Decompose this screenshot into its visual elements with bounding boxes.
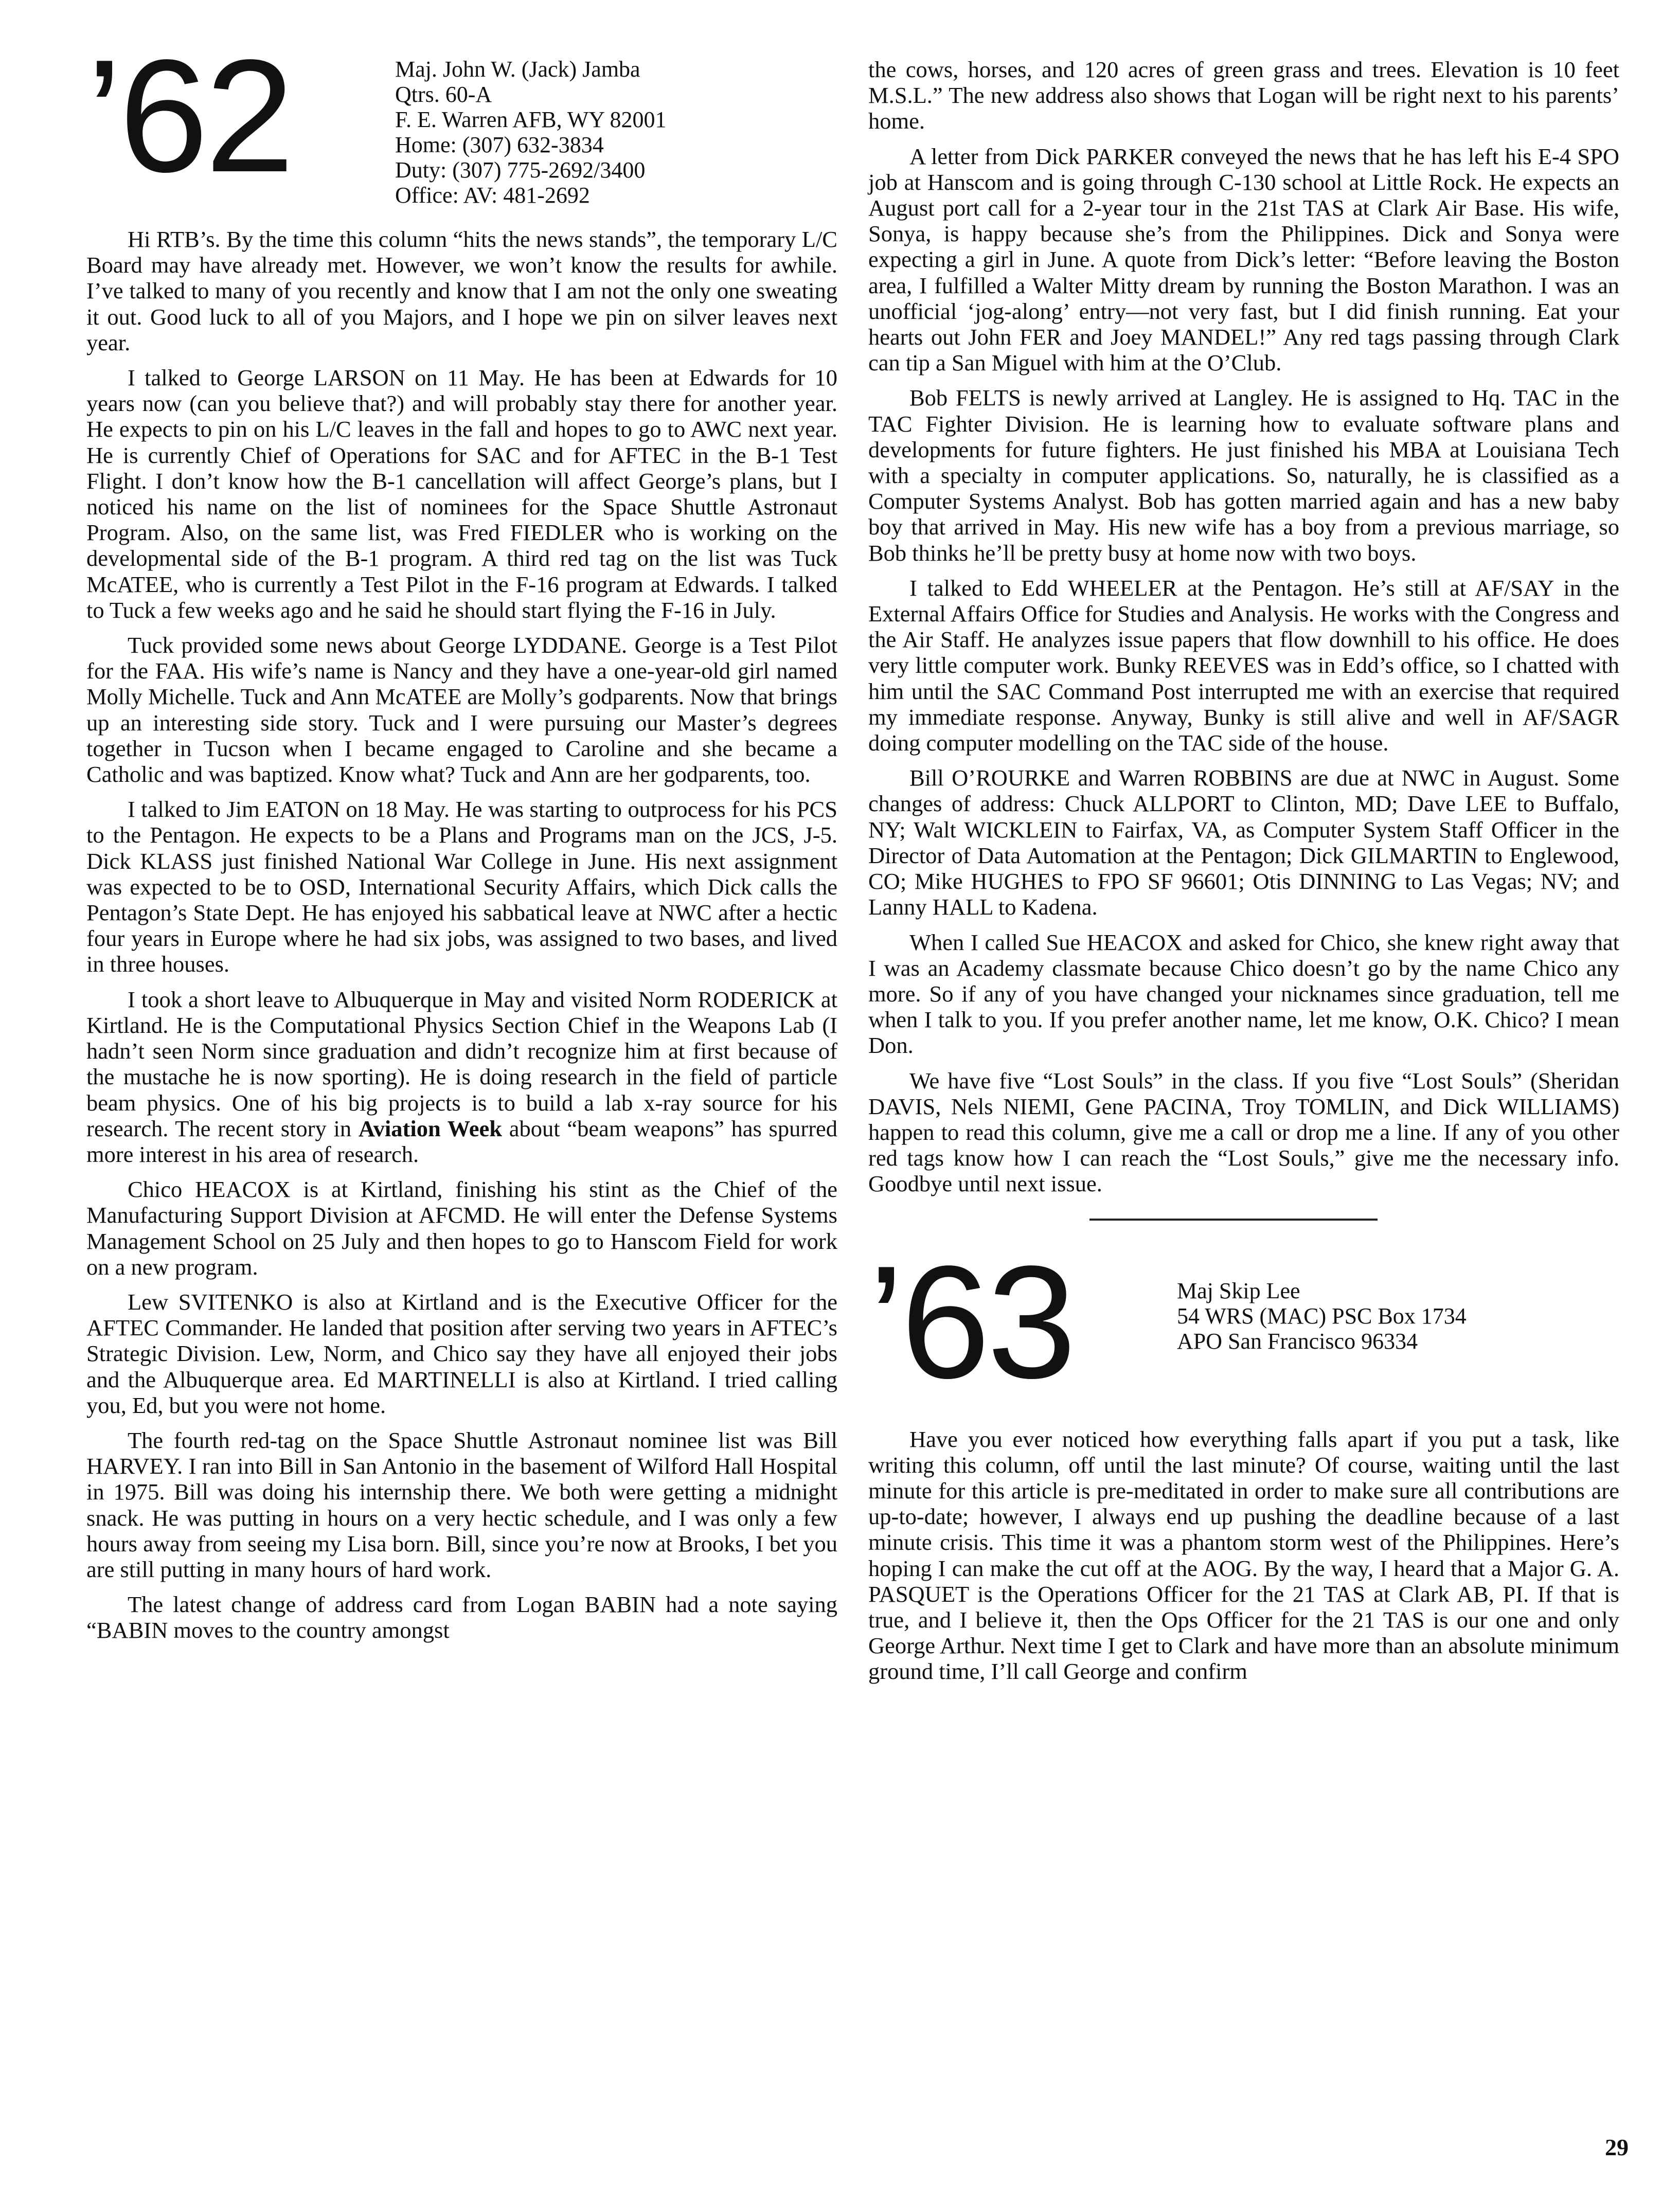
address-line: Duty: (307) 775-2692/3400 [395, 157, 646, 183]
address-line: Qtrs. 60-A [395, 82, 492, 107]
paragraph-text: I took a short leave to Albuquerque in May and visited Norm RODERICK at Kirtland. He is the Computational Physics Section Chief in the Weapons Lab (I hadn’t seen Norm since graduation and didn’t recognize him at first because of the mustache he is now sporting). He is doing research in the field of particle beam physics. One of his big projects is to build a lab x-ray source for his research. The recent story in [86, 986, 837, 1141]
address-line: Office: AV: 481-2692 [395, 183, 590, 208]
class-year-62: ’62 [86, 27, 292, 206]
article-paragraph: The latest change of address card from Logan BABIN had a note saying “BABIN moves to the country amongst [86, 1591, 837, 1643]
address-line: Maj. John W. (Jack) Jamba [395, 57, 640, 82]
article-paragraph: I talked to Jim EATON on 18 May. He was starting to outprocess for his PCS to the Pentagon. He expects to be a Plans and Programs man on the JCS, J-5. Dick KLASS just finished National War College in June. His next assignment was expected to be to OSD, International Security Affairs, which Dick calls the Pentagon’s State Dept. He has enjoyed his sabbatical leave at NWC after a hectic four years in Europe where he had six jobs, was assigned to two bases, and lived in three houses. [86, 796, 837, 977]
address-line: 54 WRS (MAC) PSC Box 1734 [1177, 1303, 1467, 1329]
article-paragraph: A letter from Dick PARKER conveyed the news that he has left his E-4 SPO job at Hanscom and is going through C-130 school at Little Rock. He expects an August port call for a 2-year tour in the 21st TAS at Clark Air Base. His wife, Sonya, is happy because she’s from the Philippines. Dick and Sonya were expecting a girl in June. A quote from Dick’s letter: “Before leaving the Boston area, I fulfilled a Walter Mitty dream by running the Boston Marathon. I was an unofficial ‘jog-along’ entry—not very fast, but I did finish running. Eat your hearts out John FER and Joey MANDEL!” Any red tags passing through Clark can tip a San Miguel with him at the O’Club. [868, 143, 1619, 376]
address-line: F. E. Warren AFB, WY 82001 [395, 107, 667, 132]
article-paragraph: Lew SVITENKO is also at Kirtland and is the Executive Officer for the AFTEC Commander. He landed that position after serving two years in AFTEC’s Strategic Division. Lew, Norm, and Chico say they have all enjoyed their jobs and the Albuquerque area. Ed MARTINELLI is also at Kirtland. I tried calling you, Ed, but you were not home. [86, 1289, 837, 1418]
class-62-address [395, 57, 666, 208]
article-paragraph: I talked to George LARSON on 11 May. He has been at Edwards for 10 years now (can you believe that?) and will probably stay there for another year. He expects to pin on his L/C leaves in the fall and hopes to go to AWC next year. He is currently Chief of Operations for SAC and for AFTEC in the B-1 Test Flight. I don’t know how the B-1 cancellation will affect George’s plans, but I noticed his name on the list of nominees for the Space Shuttle Astronaut Program. Also, on the same list, was Fred FIEDLER who is working on the developmental side of the B-1 program. A third red tag on the list was Tuck McATEE, who is currently a Test Pilot in the F-16 program at Edwards. I talked to Tuck a few weeks ago and he said he should start flying the F-16 in July. [86, 365, 837, 623]
publication-title: Aviation Week [358, 1115, 502, 1141]
article-paragraph: I talked to Edd WHEELER at the Pentagon. He’s still at AF/SAY in the External Affairs Office for Studies and Analysis. He works with the Congress and the Air Staff. He analyzes issue papers that flow downhill to his office. He does very little computer work. Bunky REEVES was in Edd’s office, so I chatted with him until the SAC Command Post interrupted me with an exercise that required my immediate response. Anyway, Bunky is still alive and well in AF/SAGR doing computer modelling on the TAC side of the house. [868, 575, 1619, 756]
right-column [868, 57, 1619, 1694]
class-62-header [86, 27, 837, 226]
address-line: Maj Skip Lee [1177, 1278, 1300, 1303]
article-paragraph: Bob FELTS is newly arrived at Langley. He is assigned to Hq. TAC in the TAC Fighter Division. He is learning how to evaluate software plans and developments for future fighters. He just finished his MBA at Louisiana Tech with a specialty in computer applications. So, naturally, he is classified as a Computer Systems Analyst. Bob has gotten married again and has a new baby boy that arrived in May. His new wife has a boy from a previous marriage, so Bob thinks he’ll be pretty busy at home now with two boys. [868, 385, 1619, 566]
class-63-address [1177, 1278, 1467, 1354]
left-column [86, 27, 838, 1653]
paragraph-text: about “beam weapons” has spurred more interest in his area of research. [86, 1115, 838, 1167]
article-paragraph: Hi RTB’s. By the time this column “hits the news stands”, the temporary L/C Board may have already met. However, we won’t know the results for awhile. I’ve talked to many of you recently and know that I am not the only one sweating it out. Good luck to all of you Majors, and I hope we pin on silver leaves next year. [86, 226, 837, 355]
article-paragraph: Tuck provided some news about George LYDDANE. George is a Test Pilot for the FAA. His wife’s name is Nancy and they have a one-year-old girl named Molly Michelle. Tuck and Ann McATEE are Molly’s godparents. Now that brings up an interesting side story. Tuck and I were pursuing our Master’s degrees together in Tucson when I became engaged to Caroline and she became a Catholic and was baptized. Know what? Tuck and Ann are her godparents, too. [86, 632, 837, 788]
article-paragraph: We have five “Lost Souls” in the class. If you five “Lost Souls” (Sheridan DAVIS, Nels NIEMI, Gene PACINA, Troy TOMLIN, and Dick WILLIAMS) happen to read this column, give me a call or drop me a line. If any of you other red tags know how I can reach the “Lost Souls,” give me the necessary info. Goodbye until next issue. [868, 1067, 1619, 1197]
article-paragraph: the cows, horses, and 120 acres of green grass and trees. Elevation is 10 feet M.S.L.” The new address also shows that Logan will be right next to his parents’ home. [868, 57, 1619, 134]
address-line: APO San Francisco 96334 [1177, 1328, 1418, 1354]
address-line: Home: (307) 632-3834 [395, 132, 604, 157]
page-number: 29 [1605, 2134, 1629, 2160]
article-paragraph: When I called Sue HEACOX and asked for Chico, she knew right away that I was an Academy classmate because Chico doesn’t go by the name Chico any more. So if any of you have changed your nicknames since graduation, tell me when I talk to you. If you prefer another name, let me know, O.K. Chico? I mean Don. [868, 929, 1619, 1059]
class-year-63: ’63 [868, 1232, 1074, 1412]
article-paragraph [86, 987, 837, 1167]
article-paragraph: Bill O’ROURKE and Warren ROBBINS are due at NWC in August. Some changes of address: Chuck ALLPORT to Clinton, MD; Dave LEE to Buffalo, NY; Walt WICKLEIN to Fairfax, VA, as Computer System Staff Officer in the Director of Data Automation at the Pentagon; Dick GILMARTIN to Englewood, CO; Mike HUGHES to FPO SF 96601; Otis DINNING to Las Vegas; NV; and Lanny HALL to Kadena. [868, 765, 1619, 920]
article-paragraph: The fourth red-tag on the Space Shuttle Astronaut nominee list was Bill HARVEY. I ran into Bill in San Antonio in the basement of Wilford Hall Hospital in 1975. Bill was doing his internship there. We both were getting a midnight snack. He was putting in hours on a very hectic schedule, and I was only a few hours away from seeing my Lisa born. Bill, since you’re now at Brooks, I bet you are still putting in many hours of hard work. [86, 1427, 837, 1582]
class-63-header [868, 1232, 1619, 1426]
article-paragraph: Have you ever noticed how everything falls apart if you put a task, like writing this column, off until the last minute? Of course, waiting until the last minute for this article is pre-meditated in order to make sure all contributions are up-to-date; however, I always end up pushing the deadline because of a last minute crisis. This time it was a phantom storm west of the Philippines. Here’s hoping I can make the cut off at the AOG. By the way, I heard that a Major G. A. PASQUET is the Operations Officer for the 21 TAS at Clark AB, PI. If that is true, and I believe it, then the Ops Officer for the 21 TAS is our one and only George Arthur. Next time I get to Clark and have more than an absolute minimum ground time, I’ll call George and confirm [868, 1426, 1619, 1685]
section-divider [1089, 1219, 1378, 1221]
article-paragraph: Chico HEACOX is at Kirtland, finishing his stint as the Chief of the Manufacturing Support Division at AFCMD. He will enter the Defense Systems Management School on 25 July and then hopes to go to Hanscom Field for work on a new program. [86, 1176, 837, 1280]
